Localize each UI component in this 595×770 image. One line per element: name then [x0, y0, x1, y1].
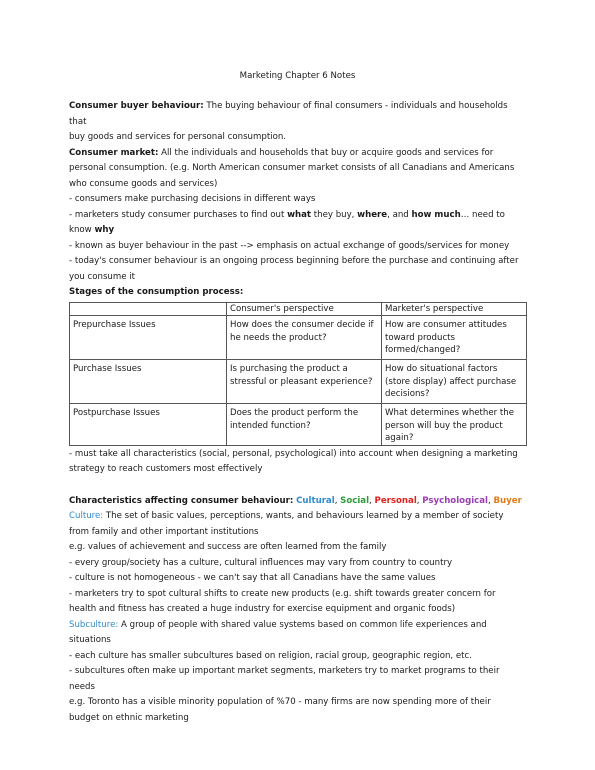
definition-continuation: personal consumption. (e.g. North American consumer market consists of all Canadians and Americans: [69, 163, 515, 173]
bullet-continuation: strategy to reach customers most effectively: [69, 464, 263, 474]
bullet-line: - subcultures often make up important market segments, marketers try to market programs to their: [69, 666, 500, 676]
stage-cell: Postpurchase Issues: [70, 404, 227, 446]
consumer-buyer-behaviour-definition: [69, 99, 527, 130]
bullet-continuation: health and fitness has created a huge industry for exercise equipment and organic foods): [69, 604, 456, 614]
tag-buyer: Buyer: [493, 495, 522, 506]
heading-text: Stages of the consumption process:: [69, 287, 244, 297]
separator: ,: [369, 495, 375, 506]
separator: ,: [488, 495, 494, 506]
definition-text: A group of people with shared value systems based on common life experiences and: [118, 619, 487, 630]
definition-continuation: who consume goods and services): [69, 178, 218, 189]
marketer-cell: What determines whether the person will buy the product again?: [382, 404, 527, 446]
bullet-line: - every group/society has a culture, cultural influences may vary from country to country: [69, 557, 453, 568]
tag-cultural: Cultural: [296, 495, 335, 506]
stage-cell: Purchase Issues: [70, 360, 227, 404]
tag-social: Social: [340, 495, 370, 506]
document-body: [69, 99, 527, 726]
stage-cell: Prepurchase Issues: [70, 316, 227, 360]
bullet-line: - culture is not homogeneous - we can't say that all Canadians have the same values: [69, 573, 436, 583]
consumer-cell: Does the product perform the intended function?: [227, 404, 382, 446]
text: … need to: [460, 209, 505, 220]
header-cell-marketer: Marketer's perspective: [382, 302, 527, 316]
bullet-continuation: needs: [69, 681, 95, 692]
heading-text: Characteristics affecting consumer behaviour:: [69, 495, 294, 506]
characteristics-heading: [69, 494, 527, 510]
emphasis: what: [287, 209, 312, 220]
emphasis: where: [357, 209, 388, 220]
marketer-cell: How are consumer attitudes toward products formed/changed?: [382, 316, 527, 360]
consumer-market-definition: [69, 146, 527, 162]
header-cell-empty: [70, 302, 227, 316]
bullet-line: - each culture has smaller subcultures based on religion, racial group, geographic region, etc.: [69, 650, 472, 661]
bullet-line: - marketers try to spot cultural shifts to create new products (e.g. shift towards greater concern for: [69, 588, 496, 599]
spacer: [69, 478, 527, 494]
bullet-continuation: [69, 223, 527, 239]
bullet-continuation: you consume it: [69, 271, 136, 282]
culture-definition: [69, 509, 527, 525]
term: Culture:: [69, 511, 104, 521]
text: know: [69, 225, 95, 235]
emphasis: how much: [411, 209, 461, 220]
table-row: [70, 316, 527, 360]
definition-text: All the individuals and households that buy or acquire goods and services for: [158, 147, 494, 158]
separator: ,: [334, 495, 341, 506]
page-title: Marketing Chapter 6 Notes: [239, 71, 356, 81]
header-cell-consumer: Consumer's perspective: [227, 302, 382, 316]
definition-continuation: from family and other important institutions: [69, 526, 259, 537]
consumer-cell: Is purchasing the product a stressful or pleasant experience?: [227, 360, 382, 404]
table-header-row: [70, 302, 527, 316]
consumer-cell: How does the consumer decide if he needs the product?: [227, 316, 382, 360]
section-heading: [69, 285, 527, 301]
definition-continuation: situations: [69, 635, 111, 645]
emphasis: why: [94, 225, 115, 235]
tag-personal: Personal: [374, 495, 417, 506]
definition-continuation: buy goods and services for personal consumption.: [69, 132, 287, 142]
definition-text: The buying behaviour of final consumers - individuals and households that: [69, 101, 508, 127]
bullet-line: - must take all characteristics (social, personal, psychological) into account when designing a marketing: [69, 448, 518, 459]
table-row: [70, 360, 527, 404]
note-line: e.g. values of achievement and success are often learned from the family: [69, 542, 387, 552]
subculture-definition: [69, 618, 527, 634]
marketer-cell: How do situational factors (store display) affect purchase decisions?: [382, 360, 527, 404]
bullet-line: [69, 208, 527, 224]
consumption-stages-table: [69, 302, 527, 446]
table-row: [70, 404, 527, 446]
term: Consumer market:: [69, 147, 159, 158]
term: Subculture:: [69, 619, 119, 630]
tag-psychological: Psychological: [422, 495, 489, 506]
text: , and: [387, 209, 412, 220]
bullet-line: - consumers make purchasing decisions in different ways: [69, 194, 316, 204]
text: they buy,: [311, 209, 358, 220]
bullet-line: - today's consumer behaviour is an ongoing process beginning before the purchase and continuing after: [69, 256, 519, 266]
note-line: e.g. Toronto has a visible minority population of %70 - many firms are now spending more of their: [69, 697, 491, 707]
bullet-continuation: budget on ethnic marketing: [69, 712, 189, 723]
text: - marketers study consumer purchases to find out: [69, 209, 288, 220]
separator: ,: [416, 495, 423, 506]
definition-text: The set of basic values, perceptions, wants, and behaviours learned by a member of society: [103, 511, 504, 521]
term: Consumer buyer behaviour:: [69, 101, 204, 111]
bullet-line: - known as buyer behaviour in the past --> emphasis on actual exchange of goods/services for money: [69, 240, 510, 251]
